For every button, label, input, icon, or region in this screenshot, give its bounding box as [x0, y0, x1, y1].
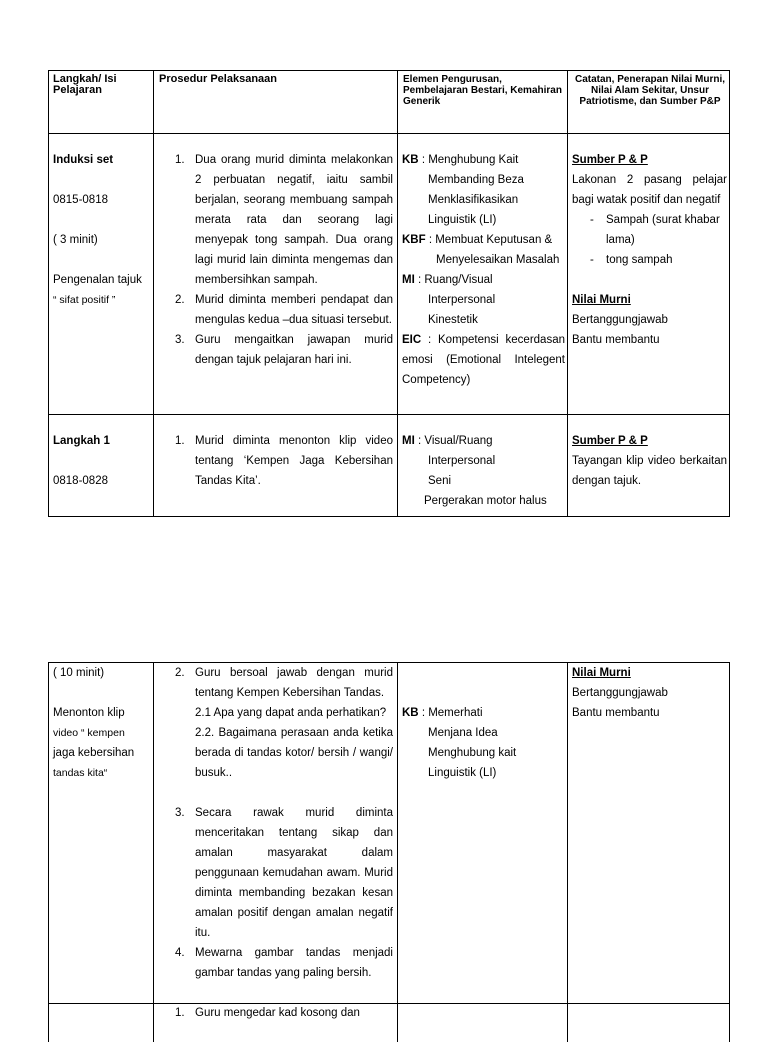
step-time: 0815-0818 — [53, 194, 108, 206]
row2-notes-cell — [572, 431, 727, 491]
nilai-item: Bantu membantu — [572, 707, 660, 719]
nilai-title: Nilai Murni — [572, 667, 631, 679]
p2-procedure-cell — [155, 663, 393, 983]
kb-element: KB : Menghubung Kait — [402, 154, 519, 166]
procedure-item: 3. Guru mengaitkan jawapan murid dengan tajuk pelajaran hari ini. — [175, 334, 393, 366]
kbf-element: KBF : Membuat Keputusan & — [402, 234, 553, 246]
nilai-title: Nilai Murni — [572, 294, 631, 306]
procedure-item: 3. Secara rawak murid diminta menceritakan tentang sikap dan amalan masyarakat dalam penggunaan kemudahan awam. Murid diminta membanding bezakan kesan amalan positif dengan amalan negatif itu. — [175, 807, 393, 939]
row1-procedure-cell — [155, 150, 393, 370]
header-catatan: Catatan, Penerapan Nilai Murni, Nilai Alam Sekitar, Unsur Patriotisme, dan Sumber P&P — [574, 74, 726, 107]
topic-line: “ sifat positif ” — [53, 294, 116, 306]
topic-line: Menonton klip — [53, 707, 125, 719]
row2-elements-cell: MI : Visual/Ruang Interpersonal Seni Pergerakan motor halus — [402, 431, 565, 511]
step-time: 0818-0828 — [53, 475, 108, 487]
step-title: Langkah 1 — [53, 435, 110, 447]
procedure-item: 4. Mewarna gambar tandas menjadi gambar tandas yang paling bersih. — [175, 947, 393, 979]
step-duration: ( 3 minit) — [53, 234, 98, 246]
eic-element: EIC : Kompetensi kecerdasan emosi (Emotional Intelegent Competency) — [402, 334, 565, 386]
header-elemen: Elemen Pengurusan, Pembelajaran Bestari, Kemahiran Generik — [403, 74, 562, 107]
sumber-text: Lakonan 2 pasang pelajar bagi watak positif dan negatif — [572, 174, 727, 206]
mi-element: MI : Ruang/Visual — [402, 274, 493, 286]
topic-line: tandas kita“ — [53, 767, 108, 779]
procedure-item: 2. Guru bersoal jawab dengan murid tentang Kempen Kebersihan Tandas. 2.1 Apa yang dapat anda perhatikan? 2.2. Bagaimana perasaan anda ketika berada di tandas kotor/ bersih / wangi/ busuk.. — [175, 667, 393, 779]
row1-elements-cell: KB : Menghubung Kait Membanding Beza Menklasifikasikan Linguistik (LI) KBF : Membuat Keputusan & Menyelesaikan Masalah MI : Ruang/Visual Interpersonal Kinestetik EIC : Kompetensi kecerdasan emosi (Emotional Intelegent Competency) — [402, 150, 565, 390]
row1-step-cell — [53, 150, 151, 310]
topic-line: Pengenalan tajuk — [53, 274, 142, 286]
mi-element: MI : Visual/Ruang — [402, 435, 493, 447]
nilai-item: Bantu membantu — [572, 334, 660, 346]
lesson-plan-table-1 — [48, 70, 730, 517]
topic-line: jaga kebersihan — [53, 747, 135, 759]
sumber-title: Sumber P & P — [572, 154, 648, 166]
row2-procedure-cell — [155, 431, 393, 491]
row1-notes-cell — [572, 150, 727, 350]
p2-step-cell — [53, 663, 151, 783]
sumber-title: Sumber P & P — [572, 435, 648, 447]
list-item: - tong sampah — [590, 254, 673, 266]
lesson-plan-table-2 — [48, 662, 730, 1042]
procedure-item: 1. Dua orang murid diminta melakonkan 2 perbuatan negatif, iaitu sambil berjalan, seorang membuang sampah merata rata dan seorang lagi menyepak tong sampah. Dua orang lagi murid lain diminta mengemas dan membersihkan sampah. — [175, 154, 393, 286]
procedure-item: 1. Murid diminta menonton klip video tentang ‘Kempen Jaga Kebersihan Tandas Kita’. — [175, 435, 393, 487]
header-langkah: Langkah/ Isi Pelajaran — [53, 73, 117, 96]
nilai-item: Bertanggungjawab — [572, 687, 668, 699]
step-title: Induksi set — [53, 154, 114, 166]
procedure-item: 2. Murid diminta memberi pendapat dan mengulas kedua –dua situasi tersebut. — [175, 294, 393, 326]
nilai-item: Bertanggungjawab — [572, 314, 668, 326]
sumber-text: Tayangan klip video berkaitan dengan tajuk. — [572, 455, 727, 487]
header-prosedur: Prosedur Pelaksanaan — [159, 73, 278, 85]
topic-line: video “ kempen — [53, 727, 125, 739]
step-duration: ( 10 minit) — [53, 667, 105, 679]
kb-element: KB : Memerhati — [402, 707, 483, 719]
p2-next-row-cell — [155, 1003, 393, 1023]
p2-elements-cell: KB : Memerhati Menjana Idea Menghubung kait Linguistik (LI) — [402, 703, 565, 783]
p2-notes-cell — [572, 663, 727, 723]
row2-step-cell — [53, 431, 151, 491]
procedure-item: 1. Guru mengedar kad kosong dan — [175, 1007, 360, 1019]
list-item: - Sampah (surat khabar lama) — [590, 214, 720, 246]
